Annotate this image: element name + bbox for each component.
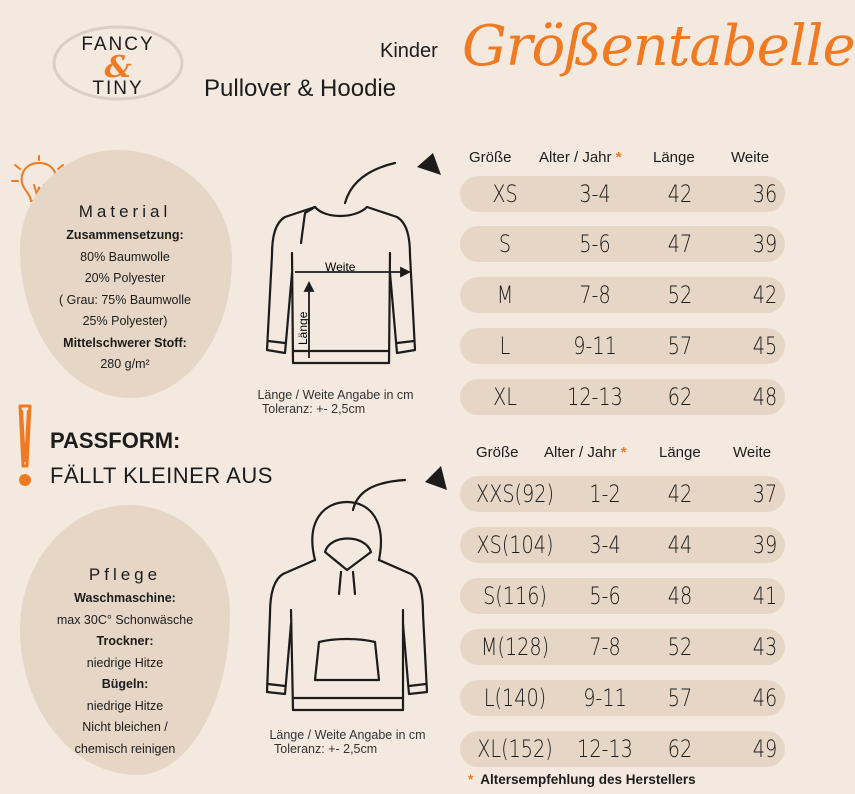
width-cell: 39 <box>752 531 778 559</box>
width-cell: 48 <box>752 383 778 411</box>
hoodie-diagram <box>255 460 455 722</box>
length-cell: 52 <box>667 633 693 661</box>
age-cell: 7-8 <box>589 633 621 661</box>
logo-ampersand: & <box>104 50 132 85</box>
width-cell: 43 <box>752 633 778 661</box>
length-cell: 52 <box>667 281 693 309</box>
age-cell: 12-13 <box>577 735 633 763</box>
table1-header-size: Größe <box>469 149 512 166</box>
size-cell: XXS(92) <box>476 480 554 508</box>
table1-header-width: Weite <box>731 149 770 166</box>
logo-text-tiny: TINY <box>92 78 144 99</box>
size-cell: XS <box>492 180 518 208</box>
table-row <box>460 680 785 716</box>
hoodie-note-tolerance: Toleranz: +- 2,5cm <box>274 742 378 756</box>
material-line: 80% Baumwolle <box>80 249 170 264</box>
length-cell: 57 <box>667 332 693 360</box>
size-cell: M(128) <box>480 633 550 661</box>
length-cell: 47 <box>667 230 693 258</box>
width-cell: 45 <box>752 332 778 360</box>
length-cell: 42 <box>667 480 693 508</box>
material-line: 25% Polyester) <box>82 314 168 328</box>
exclamation-icon <box>10 402 40 492</box>
width-cell: 41 <box>752 582 778 610</box>
care-info <box>20 562 230 760</box>
weight-label: Mittelschwerer Stoff: <box>63 335 187 350</box>
dryer-label: Trockner: <box>96 634 154 648</box>
age-cell: 9-11 <box>583 684 627 712</box>
table-row <box>460 578 785 614</box>
care-extra: Nicht bleichen / <box>82 720 168 734</box>
material-heading: Material <box>78 202 172 221</box>
length-cell: 62 <box>667 383 693 411</box>
weight-value: 280 g/m² <box>100 357 150 371</box>
title-kinder: Kinder <box>380 40 438 62</box>
composition-label: Zusammensetzung: <box>66 228 184 242</box>
length-cell: 44 <box>667 531 693 559</box>
ironing-label: Bügeln: <box>101 677 149 691</box>
size-cell: XL <box>493 383 517 411</box>
footnote: * Altersempfehlung des Herstellers <box>468 772 696 787</box>
size-cell: XS(104) <box>476 531 554 559</box>
width-cell: 46 <box>752 684 778 712</box>
material-line: 20% Polyester <box>84 271 166 285</box>
table-row <box>460 379 785 415</box>
pullover-note <box>228 388 443 416</box>
age-cell: 7-8 <box>579 281 611 309</box>
table-row <box>460 629 785 665</box>
table-row <box>460 176 785 212</box>
pullover-note-units: Länge / Weite Angabe in cm <box>257 388 414 402</box>
age-cell: 3-4 <box>589 531 621 559</box>
age-cell: 3-4 <box>579 180 611 208</box>
hoodie-note-units: Länge / Weite Angabe in cm <box>269 728 426 742</box>
table-row <box>460 476 785 512</box>
table-row <box>460 277 785 313</box>
size-cell: S <box>498 230 512 258</box>
pullover-note-tolerance: Toleranz: +- 2,5cm <box>262 402 366 416</box>
table-row <box>460 527 785 563</box>
table2-header-age: Alter / Jahr * <box>544 444 627 461</box>
table2-header-size: Größe <box>476 444 519 461</box>
table1-header-length: Länge <box>653 149 695 166</box>
width-cell: 36 <box>752 180 778 208</box>
dryer-value: niedrige Hitze <box>86 655 164 670</box>
size-cell: XL(152) <box>477 735 553 763</box>
width-cell: 39 <box>752 230 778 258</box>
width-cell: 37 <box>752 480 778 508</box>
age-cell: 9-11 <box>573 332 617 360</box>
length-cell: 62 <box>667 735 693 763</box>
hoodie-note <box>240 728 455 756</box>
care-extra: chemisch reinigen <box>74 741 176 756</box>
length-cell: 42 <box>667 180 693 208</box>
title-product: Pullover & Hoodie <box>204 75 397 102</box>
table1-header-age: Alter / Jahr * <box>539 149 622 166</box>
size-cell: L(140) <box>483 684 547 712</box>
material-line: ( Grau: 75% Baumwolle <box>58 292 191 307</box>
pullover-diagram <box>255 145 455 380</box>
ironing-value: niedrige Hitze <box>86 698 164 713</box>
washing-label: Waschmaschine: <box>74 591 176 605</box>
logo-text-fancy: FANCY <box>81 34 155 55</box>
width-cell: 49 <box>752 735 778 763</box>
laenge-label: Länge <box>296 311 310 345</box>
age-cell: 12-13 <box>567 383 623 411</box>
length-cell: 48 <box>667 582 693 610</box>
title-script: Größentabelle <box>462 14 855 79</box>
length-cell: 57 <box>667 684 693 712</box>
size-cell: M <box>496 281 514 309</box>
age-cell: 1-2 <box>589 480 621 508</box>
size-cell: S(116) <box>483 582 547 610</box>
age-cell: 5-6 <box>589 582 621 610</box>
table-row <box>460 731 785 767</box>
age-cell: 5-6 <box>579 230 611 258</box>
table2-header-length: Länge <box>659 444 701 461</box>
table-row <box>460 226 785 262</box>
table2-header-width: Weite <box>733 444 772 461</box>
passform-title: PASSFORM: <box>50 428 181 453</box>
table-row <box>460 328 785 364</box>
washing-value: max 30C° Schonwäsche <box>56 612 194 627</box>
passform-subtitle: FÄLLT KLEINER AUS <box>50 463 273 488</box>
size-cell: L <box>499 332 511 360</box>
weite-label: Weite <box>325 260 356 274</box>
care-heading: Pflege <box>88 565 162 584</box>
width-cell: 42 <box>752 281 778 309</box>
material-info <box>20 199 230 376</box>
